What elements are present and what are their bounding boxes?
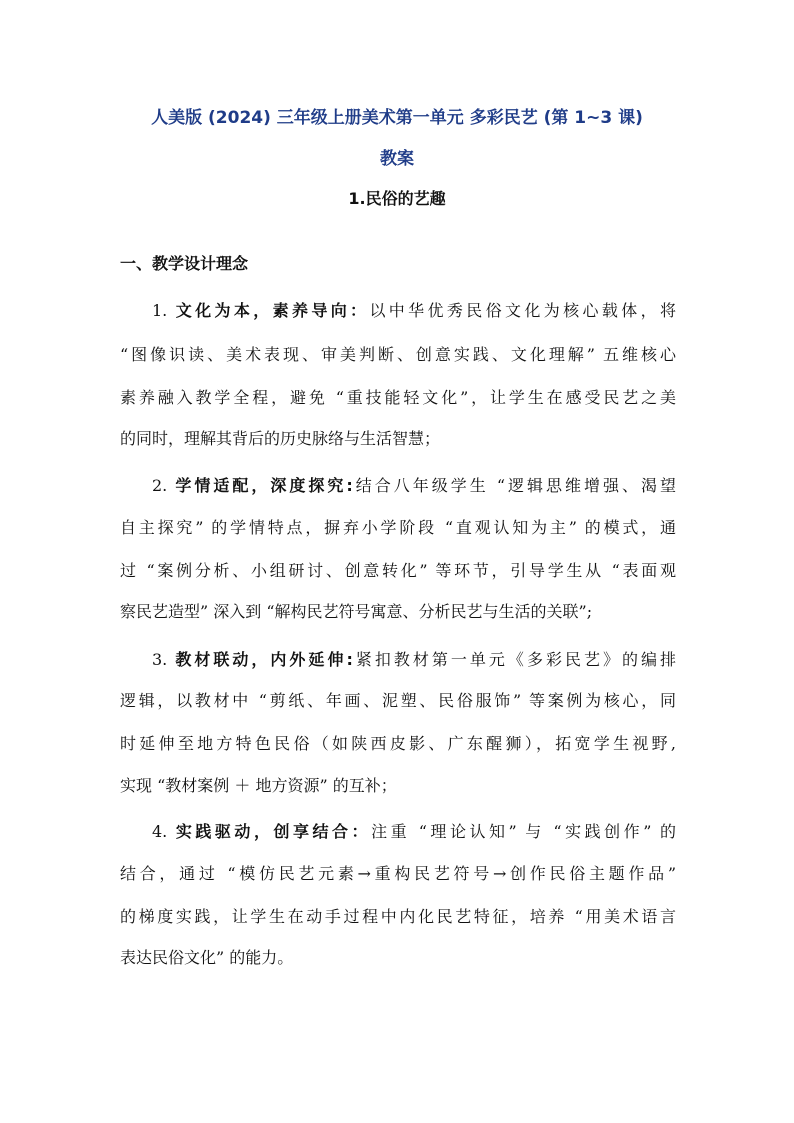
item-1-line-4: 的同时，理解其背后的历史脉络与生活智慧； xyxy=(120,429,441,448)
item-3-number: 3. xyxy=(152,650,176,669)
item-2-line-1 xyxy=(152,474,676,498)
document-title-line-1: 人美版 (2024) 三年级上册美术第一单元 多彩民艺 (第 1~3 课) xyxy=(151,108,643,128)
item-1-heading: 文化为本，素养导向： xyxy=(175,301,370,320)
lesson-title: 1.民俗的艺趣 xyxy=(348,189,446,208)
item-1-line-1 xyxy=(152,299,676,323)
document-title-line-2: 教案 xyxy=(380,149,414,169)
item-2-line-4: 察民艺造型” 深入到 “解构民艺符号寓意、分析民艺与生活的关联”; xyxy=(120,602,593,621)
item-3-text: 紧扣教材第一单元《多彩民艺》的编排 xyxy=(352,650,676,669)
item-2-heading: 学情适配，深度探究: xyxy=(175,476,353,495)
item-4-number: 4. xyxy=(152,822,176,841)
item-1-line-3: 素养融入教学全程，避免 “重技能轻文化”，让学生在感受民艺之美 xyxy=(120,388,676,407)
item-4-line-3: 的梯度实践，让学生在动手过程中内化民艺特征，培养 “用美术语言 xyxy=(120,907,676,926)
item-1-number: 1. xyxy=(152,301,176,320)
item-4-line-1 xyxy=(152,820,676,844)
item-2-line-2: 自主探究” 的学情特点，摒弃小学阶段 “直观认知为主” 的模式，通 xyxy=(120,518,676,537)
item-2-line-3: 过 “案例分析、小组研讨、创意转化” 等环节，引导学生从 “表面观 xyxy=(120,561,676,580)
item-1-line-2: “图像识读、美术表现、审美判断、创意实践、文化理解” 五维核心 xyxy=(120,345,676,364)
item-4-line-4: 表达民俗文化” 的能力。 xyxy=(120,948,294,967)
item-4-line-2: 结合，通过 “模仿民艺元素→重构民艺符号→创作民俗主题作品” xyxy=(120,864,676,883)
item-3-line-3: 时延伸至地方特色民俗（如陕西皮影、广东醒狮），拓宽学生视野, xyxy=(120,734,676,753)
item-4-heading: 实践驱动，创享结合： xyxy=(175,822,372,841)
item-4-text: 注重 “理论认知” 与 “实践创作” 的 xyxy=(371,822,676,841)
item-3-line-4: 实现 “教材案例 ＋ 地方资源” 的互补； xyxy=(120,776,397,795)
item-3-line-2: 逻辑，以教材中 “剪纸、年画、泥塑、民俗服饰” 等案例为核心，同 xyxy=(120,691,676,710)
item-3-heading: 教材联动，内外延伸: xyxy=(175,650,353,669)
item-1-text: 以中华优秀民俗文化为核心载体，将 xyxy=(369,301,676,320)
item-2-number: 2. xyxy=(152,476,176,495)
section-heading: 一、教学设计理念 xyxy=(120,254,249,273)
item-3-line-1 xyxy=(152,648,676,672)
item-2-text: 结合八年级学生 “逻辑思维增强、渴望 xyxy=(352,476,676,495)
